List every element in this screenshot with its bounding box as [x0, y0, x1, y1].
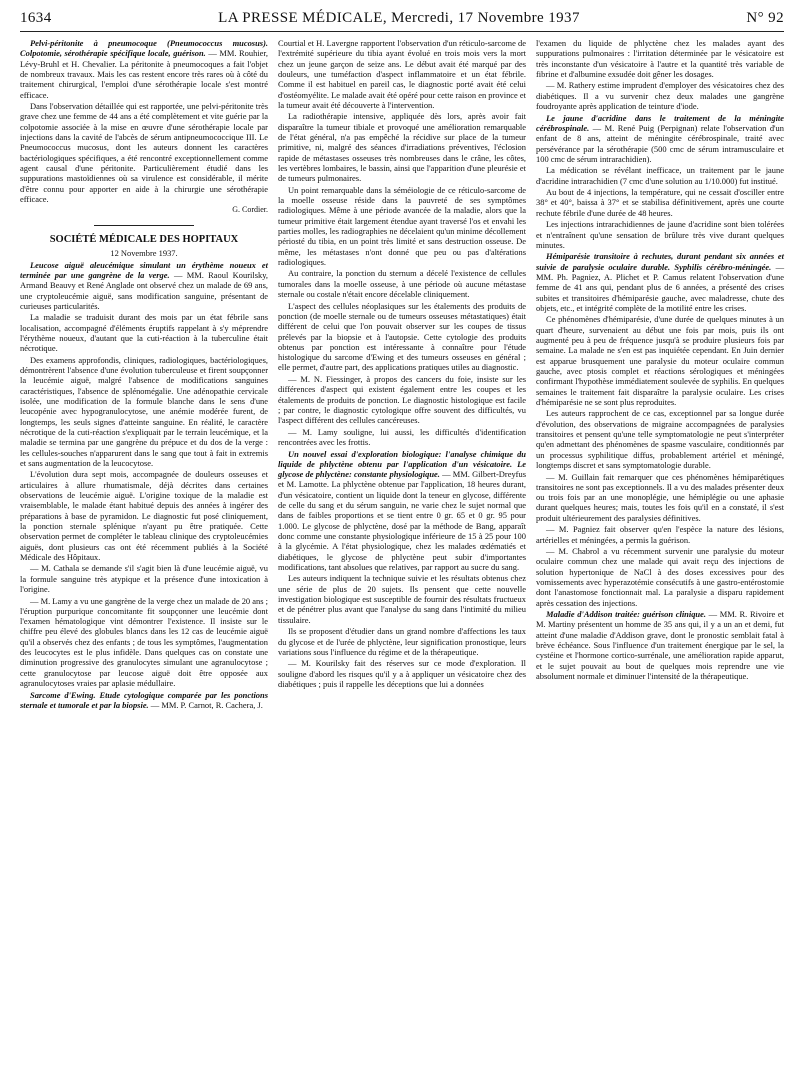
paragraph: La médication se révélant inefficace, un traitement par le jaune d'acridine intrarachidien (7 cmc d'une solution au 1/10.000) fut institué.: [536, 165, 784, 186]
paragraph: La radiothérapie intensive, appliquée dès lors, après avoir fait disparaître la tumeur tibiale et provoqué une amélioration remarquable de l'état général, n'a pas empêché la récidive sur place de la tumeur primitive, ni, malgré des séances d'irradiations préventives, l'éclosion rapide de métastases osseuses très nombreuses dans le crâne, les côtes, les vertèbres lombaires, le bassin, ainsi que l'apparition d'une pleurésie et de tumeurs pulmonaires.: [278, 111, 526, 184]
paragraph: — M. Pagniez fait observer qu'en l'espèce la nature des lésions, artérielles et méningées, a permis la guérison.: [536, 524, 784, 545]
issue-number: N° 92: [746, 10, 784, 26]
paragraph: — M. Cathala se demande s'il s'agit bien là d'une leucémie aiguë, vu la formule sanguine très atypique et la présence d'une intoxication à l'origine.: [20, 563, 268, 595]
paragraph: Les auteurs rapprochent de ce cas, exceptionnel par sa longue durée d'évolution, des observations de migraine accompagnées de paralysies transitoires et pensent qu'une telle symptomatologie ne peut s'interpréter qu'en admettant des phénomènes de spasme vasculaire, conditionnés par un processus syphilitique diffus, probablement artériel et méningé, longtemps discret et sans symptomatologie durable.: [536, 408, 784, 470]
article-title: Le jaune d'acridine dans le traitement de la méningite cérébrospinale.: [536, 112, 784, 133]
article-body: — MM. R. Rivoire et M. Martiny présentent un homme de 35 ans qui, il y a un an et demi, fut atteint d'une maladie d'Addison grave, dont le pronostic semblait fatal à brève échéance. Sous l'influence d'un traitement énergique par le sel, la cystéine et l'hormone cortico-surrénale, une amélioration rapide apparut, et le sujet pouvait au bout de quelques mois reprendre une vie absolument normale et diminuer l'intensité de la thérapeutique.: [536, 609, 785, 681]
society-heading: SOCIÉTÉ MÉDICALE DES HOPITAUX: [49, 234, 239, 246]
signature: G. Cordier.: [232, 205, 268, 215]
paragraph: — M. N. Fiessinger, à propos des cancers du foie, insiste sur les différences d'aspect qui existent également entre les coupes et les étalements de produits de ponction. Le diagnostic histologique est facile ; par contre, le diagnostic cytologique offre souvent des difficultés, vu l'aspect différent des cellules cancéreuses.: [278, 373, 526, 426]
article-title: Hémiparésie transitoire à rechutes, durant pendant six années et suivie de paralysie oculaire durable. Syphilis cérébro-méningée.: [536, 251, 784, 272]
article-body: — MM. Gilbert-Dreyfus et M. Lamotte. La phlyctène obtenue par l'application, 18 heures durant, d'un vésicatoire, contient un liquide dont la teneur en glycose, différente de celle du sang et du sérum sanguin, ne varie chez le sujet normal que dans de faibles proportions et se tient entre 0 gr. 65 et 0 gr. 95 pour 1.000. Le glycose de phlyctène, dosé par la méthode de Bang, apparaît donc comme une constante physiologique inférieure de 15 à 25 pour 100 à la glycémie. A l'état physiologique, chez les malades œdématiés et diabétiques, le glycose de phlyctène peut subir d'importantes modifications, tant absolues que relatives, par rapport au sucre du sang.: [278, 469, 526, 572]
article-title: Un nouvel essai d'exploration biologique: l'analyse chimique du liquide de phlyctène obtenu par l'application d'un vésicatoire. Le glycose de phlyctène: constante physiologique.: [278, 448, 526, 480]
section-divider: [94, 225, 193, 226]
column-right: [536, 38, 784, 711]
paragraph: L'évolution dura sept mois, accompagnée de douleurs osseuses et articulaires à allure rhumatismale, déjà décrites dans certaines observations de leucémie aiguë. L'origine toxique de la maladie est vraisemblable, le malade étant habitué depuis des années à ingérer des préparations à base de pyramidon. Le diagnostic fut posé cliniquement, la ponction sternale splénique n'ayant pu être pratiquée. Cette observation permet de compléter le tableau clinique des cryptoleucémies aiguës, dont plusieurs cas ont été récemment publiés à la Société Médicale des Hôpitaux.: [20, 469, 268, 562]
column-left: [20, 38, 268, 711]
paragraph: Un point remarquable dans la séméiologie de ce réticulo-sarcome de la moelle osseuse réside dans la pauvreté de ses symptômes radiologiques. Même à une période avancée de la maladie, alors que la tumeur primitive était largement étendue ayant traversé l'os et envahi les parties molles, les radiographies ne décelaient qu'un minime décollement périosté du tibia, en un point très limité et sans destruction osseuse. De même, les métastases n'ont donné que peu ou pas d'altérations radiologiques.: [278, 184, 526, 267]
paragraph: Les injections intrarachidiennes de jaune d'acridine sont bien tolérées et n'entraînent qu'une sensation de brûlure très vive durant quelques minutes.: [536, 219, 784, 250]
page-header: [20, 10, 784, 32]
paragraph: Des examens approfondis, cliniques, radiologiques, bactériologiques, démontrèrent l'absence d'une évolution tuberculeuse et firent soupçonner la leucémie aiguë, malgré l'absence de modifications sanguines caractéristiques, l'absence de splénomégalie. Une adénopathie cervicale isolée, une modification de la formule blanche dans le sens d'une leucopénie avec hypogranulocytose, une anémie modérée furent, de longtemps, les seuls signes d'atteinte sanguine. En réalité, le caractère nécrotique de la cuti-réaction s'expliquait par le terrain leucémique, et la maladie se termina par une gangrène du prépuce et du dos de la verge : les cellules-souches n'apparurent dans le sang que tout à fait in extremis et sans augmentation de la leucocytose.: [20, 354, 268, 468]
paragraph: La maladie se traduisit durant des mois par un état fébrile sans localisation, accompagné d'éléments éruptifs rappelant à s'y méprendre l'érythème noueux, d'autant que la cuti-réaction à la tuberculine était nécrotique.: [20, 312, 268, 354]
paragraph: Ce phénomènes d'hémiparésie, d'une durée de quelques minutes à un quart d'heure, survenaient au début une fois par mois, puis ils ont augmenté peu à peu de fréquence jusqu'à se produire plusieurs fois par semaine. La malade ne s'en est pas inquiétée cependant. En Juin dernier est apparue brusquement une paralysie du moteur oculaire commun gauche, avec ptosis complet et réactions sérologiques et méningées confirmant l'hypothèse immédiatement soulevée de syphilis. En quelques semaines le traitement fait disparaître la paralysie oculaire. Les crises d'hémiparésie ne se sont plus reproduites.: [536, 314, 784, 407]
article-addison: [536, 609, 784, 681]
article-body: — MM. Ph. Pagniez, A. Plichet et P. Camus relatent l'observation d'une femme de 41 ans qui, pendant plus de 6 années, a présenté des crises subites et transitoires d'hémiparésie gauche, avec maladresse, chute des objets, etc., et intégrité complète de la motilité entre les crises.: [536, 261, 785, 313]
paragraph: Dans l'observation détaillée qui est rapportée, une pelvi-péritonite très grave chez une femme de 44 ans a été complètement et vite guérie par la colpotomie associée à la mise en œuvre d'une sérothérapie locale par injections dans la cavité de l'abcès de sérum antipneumococcique III. Le Pneumococcus mucosus, dont les auteurs donnent les caractères bactériologiques spécifiques, a été rencontré exceptionnellement comme agent causal d'une péritonite. Particulièrement étudié dans les suppurations mastoïdiennes où sa virulence est considérable, il mérite d'être connu pour apporter en aide à la chirurgie une sérothérapie efficace.: [20, 101, 268, 204]
session-date: 12 Novembre 1937.: [110, 248, 178, 259]
paragraph: Au contraire, la ponction du sternum a décelé l'existence de cellules tumorales dans la moelle osseuse, à une période où aucune métastase sternale ou costale n'était encore décelable cliniquement.: [278, 268, 526, 300]
paragraph: Au bout de 4 injections, la température, qui ne cessait d'osciller entre 38° et 40°, baissa à 37° et se stabilisa définitivement, après une courte rechute fébrile d'une durée de 48 heures.: [536, 187, 784, 218]
article-title: Pelvi-péritonite à pneumocoque (Pneumococcus mucosus). Colpotomie, sérothérapie spécifique locale, guérison.: [20, 38, 268, 59]
article-body: — MM. Rouhier, Lévy-Bruhl et H. Chevalier. La péritonite à pneumocoques a fait l'objet de nombreux travaux. Mais les cas restent encore très rares où à côté du traitement chirurgical, l'emploi d'une sérothérapie locale s'est montré efficace.: [20, 48, 268, 100]
paragraph: Courtial et H. Lavergne rapportent l'observation d'un réticulo-sarcome de l'extrémité supérieure du tibia ayant évolué en trois mois vers la mort chez un jeune garçon de seize ans. Le début avait été marqué par des douleurs, une tuméfaction d'aspect inflammatoire et un état fébrile. Comme il est habituel en pareil cas, le diagnostic porté avait été celui d'ostéomyélite. Le malade avait été opéré pour cette raison en province et la tumeur avait été découverte à l'intervention.: [278, 38, 526, 110]
column-middle: [278, 38, 526, 711]
paragraph: — M. Lamy souligne, lui aussi, les difficultés d'identification rencontrées avec les frottis.: [278, 426, 526, 447]
article-hemiparesie: [536, 251, 784, 313]
paragraph: Ils se proposent d'étudier dans un grand nombre d'affections les taux du glycose et de l'urée de phlyctène, leur signification pronostique, leurs variations sous l'influence du régime et de la thérapeutique.: [278, 626, 526, 657]
article-title: Maladie d'Addison traitée: guérison clinique.: [546, 609, 706, 620]
article-title: Sarcome d'Ewing. Etude cytologique comparée par les ponctions sternale et tumorale et par la biopsie.: [20, 689, 268, 710]
paragraph: — M. Lamy a vu une gangrène de la verge chez un malade de 20 ans ; l'éruption purpurique concomitante fit soupçonner une leucémie dont l'examen hématologique vint démontrer l'existence. Il insiste sur le chiffre peu élevé des globules blancs dans les 12 cas de leucémie aiguë qu'il a observés chez des enfants ; de tous les symptômes, l'augmentation des leucocytes est le plus infidèle. Dans quelques cas on constate une diminution progressive des granulocytes simulant une agranulocytose ; cette granulocytose par leucose aiguë doit être opposée aux agranulocytoses vraies par aplasie médullaire.: [20, 595, 268, 689]
paragraph: Les auteurs indiquent la technique suivie et les résultats obtenus chez une série de plus de 20 sujets. Ils pensent que cette nouvelle investigation biologique est susceptible de fournir des résultats fructueux et de pénétrer plus avant que l'analyse du sang dans l'intimité du milieu tissulaire.: [278, 573, 526, 625]
article-leucose: [20, 260, 268, 312]
paragraph: — M. Chabrol a vu récemment survenir une paralysie du moteur oculaire commun chez une malade qui avait reçu des injections de solution hypertonique de NaCl à des doses excessives pour des vomissements avec hyperazotémie consécutifs à une gastro-entérostomie dont l'anastomose fonctionnait mal. La paralysie a disparu rapidement après cessation des injections.: [536, 546, 784, 608]
article-title: Leucose aiguë aleucémique simulant un érythème noueux et terminée par une gangrène de la verge.: [20, 259, 268, 280]
article-acridine: [536, 113, 784, 165]
article-body: — MM. P. Carnot, R. Cachera, J.: [150, 699, 263, 710]
article-body: — MM. Raoul Kourilsky, Armand Beauvy et René Anglade ont observé chez un malade de 69 ans, une cryptoleucémie aiguë, sans modification sanguine, présentant de curieuses particularités.: [20, 269, 268, 311]
page-number: 1634: [20, 10, 52, 26]
article-phlyctene: [278, 449, 526, 573]
paragraph: l'examen du liquide de phlyctène chez les malades ayant des suppurations pulmonaires : l'irritation déterminée par le vésicatoire est très inconstante d'un vésicatoire à l'autre et la quantité très variable de fibrine et d'albumine exsudée doit gêner les dosages.: [536, 38, 784, 79]
article-pelvi-peritonite: [20, 38, 268, 100]
paragraph: — M. Rathery estime imprudent d'employer des vésicatoires chez des diabétiques. Il a vu survenir chez deux malades une gangrène foudroyante après application de teinture d'iode.: [536, 80, 784, 112]
paragraph: — M. Kourilsky fait des réserves sur ce mode d'exploration. Il souligne d'abord les risques qu'il y a à appliquer un vésicatoire chez des diabétiques ; puis il rappelle les déceptions que lui a données: [278, 658, 526, 689]
paragraph: — M. Guillain fait remarquer que ces phénomènes hémiparétiques transitoires ne sont pas exceptionnels. Il a vu des malades présenter deux ou trois fois par an une monoplégie, une hémiplégie ou une aphasie durant quelques heures; mais, toutes les fois qu'il en a constaté, il s'est produit ultérieurement des paralysies définitives.: [536, 471, 784, 523]
journal-page: [20, 10, 784, 1070]
article-body: — M. René Puig (Perpignan) relate l'observation d'un enfant de 8 ans, atteint de méningite cérébrospinale, traité avec persévérance par la sérothérapie (500 cmc de sérum intramusculaire et 100 cmc de sérum intrarachidien).: [536, 122, 784, 164]
journal-title: LA PRESSE MÉDICALE, Mercredi, 17 Novembre 1937: [218, 10, 580, 26]
paragraph: L'aspect des cellules néoplasiques sur les étalements des produits de ponction (de moelle sternale ou de tumeurs osseuses métastatiques) était différent de celui que l'on pouvait observer sur les coupes de tissus prélevés par la biopsie et à l'autopsie. Cette cytologie des produits obtenus par ponction est intéressante à connaître pour l'étude histologique du sarcome d'Ewing et des tumeurs osseuses en général ; elle permet, d'autre part, des applications pratiques utiles au diagnostic.: [278, 300, 526, 373]
article-sarcome: [20, 690, 268, 711]
